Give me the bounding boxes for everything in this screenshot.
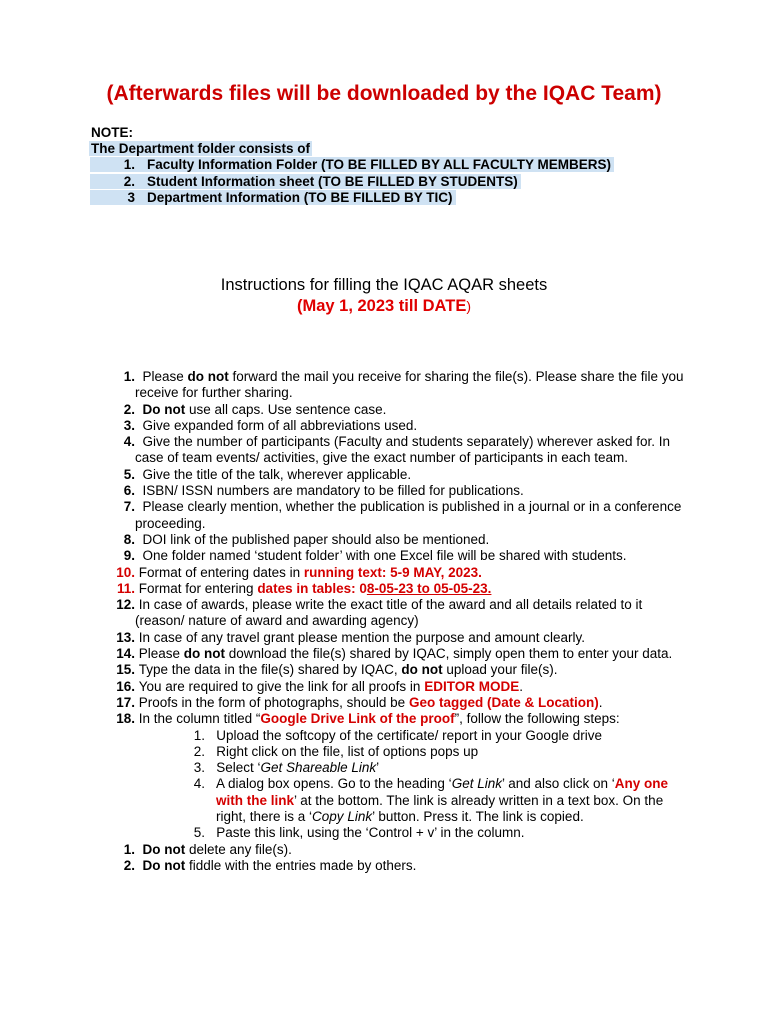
folder-item: 2. Student Information sheet (TO BE FILLED BY STUDENTS): [90, 174, 521, 189]
list-item: 15. Type the data in the file(s) shared by IQAC, do not upload your file(s).: [116, 662, 558, 678]
list-item: 14. Please do not download the file(s) shared by IQAC, simply open them to enter your data.: [116, 646, 673, 662]
list-item: 5. Give the title of the talk, wherever applicable.: [123, 466, 412, 482]
list-item: 18. In the column titled “Google Drive Link of the proof”, follow the following steps:: [116, 711, 620, 727]
note-label: NOTE:: [91, 125, 133, 140]
sub-list-item: 1. Upload the softcopy of the certificate/ report in your Google drive: [193, 727, 602, 743]
list-item: 13. In case of any travel grant please mention the purpose and amount clearly.: [116, 629, 586, 645]
list-item: 6. ISBN/ ISSN numbers are mandatory to be filled for publications.: [123, 483, 524, 499]
list-item: 2. Do not fiddle with the entries made by others.: [123, 857, 417, 873]
sub-list-item: 2. Right click on the file, list of options pops up: [193, 743, 479, 759]
list-item: 2. Do not use all caps. Use sentence case.: [123, 401, 387, 417]
folder-item: 1. Faculty Information Folder (TO BE FILLED BY ALL FACULTY MEMBERS): [90, 157, 614, 172]
list-item: 17. Proofs in the form of photographs, should be Geo tagged (Date & Location).: [116, 694, 603, 710]
page-heading: (Afterwards files will be downloaded by the IQAC Team): [106, 82, 662, 105]
instructions-subtitle: (May 1, 2023 till DATE): [296, 297, 471, 315]
list-item: 4. Give the number of participants (Faculty and students separately) wherever asked for. In case of team events/ activities, give the exact number of participants in each team.: [123, 434, 671, 466]
list-item: 11. Format for entering dates in tables: 08-05-23 to 05-05-23.: [116, 580, 492, 596]
sub-list-item: 5. Paste this link, using the ‘Control + v’ in the column.: [193, 825, 525, 841]
folder-description: The Department folder consists of: [91, 141, 311, 156]
list-item: 3. Give expanded form of all abbreviations used.: [123, 417, 418, 433]
list-item: 16. You are required to give the link for all proofs in EDITOR MODE.: [116, 678, 523, 694]
list-item: 1. Please do not forward the mail you receive for sharing the file(s). Please share the file you receive for further sharing.: [123, 369, 684, 401]
list-item: 10. Format of entering dates in running text: 5-9 MAY, 2023.: [116, 564, 482, 580]
sub-list-item: 4. A dialog box opens. Go to the heading ‘Get Link’ and also click on ‘Any one with the link’ at the bottom. The link is already written in a text box. On the right, there is a ‘Copy Link’ button. Press it. The link is copied.: [193, 776, 669, 825]
sub-list-item: 3. Select ‘Get Shareable Link’: [193, 760, 380, 776]
list-item: 7. Please clearly mention, whether the publication is published in a journal or in a conference proceeding.: [123, 499, 682, 531]
folder-item: 3 Department Information (TO BE FILLED BY TIC): [90, 190, 456, 205]
list-item: 9. One folder named ‘student folder’ with one Excel file will be shared with students.: [123, 548, 627, 564]
list-item: 12. In case of awards, please write the exact title of the award and all details related to it (reason/ nature of award and awarding agency): [116, 597, 643, 629]
instructions-title: Instructions for filling the IQAC AQAR sheets: [220, 276, 548, 294]
list-item: 8. DOI link of the published paper should also be mentioned.: [123, 531, 490, 547]
list-item: 1. Do not delete any file(s).: [123, 841, 292, 857]
instructions-list: [90, 369, 690, 874]
